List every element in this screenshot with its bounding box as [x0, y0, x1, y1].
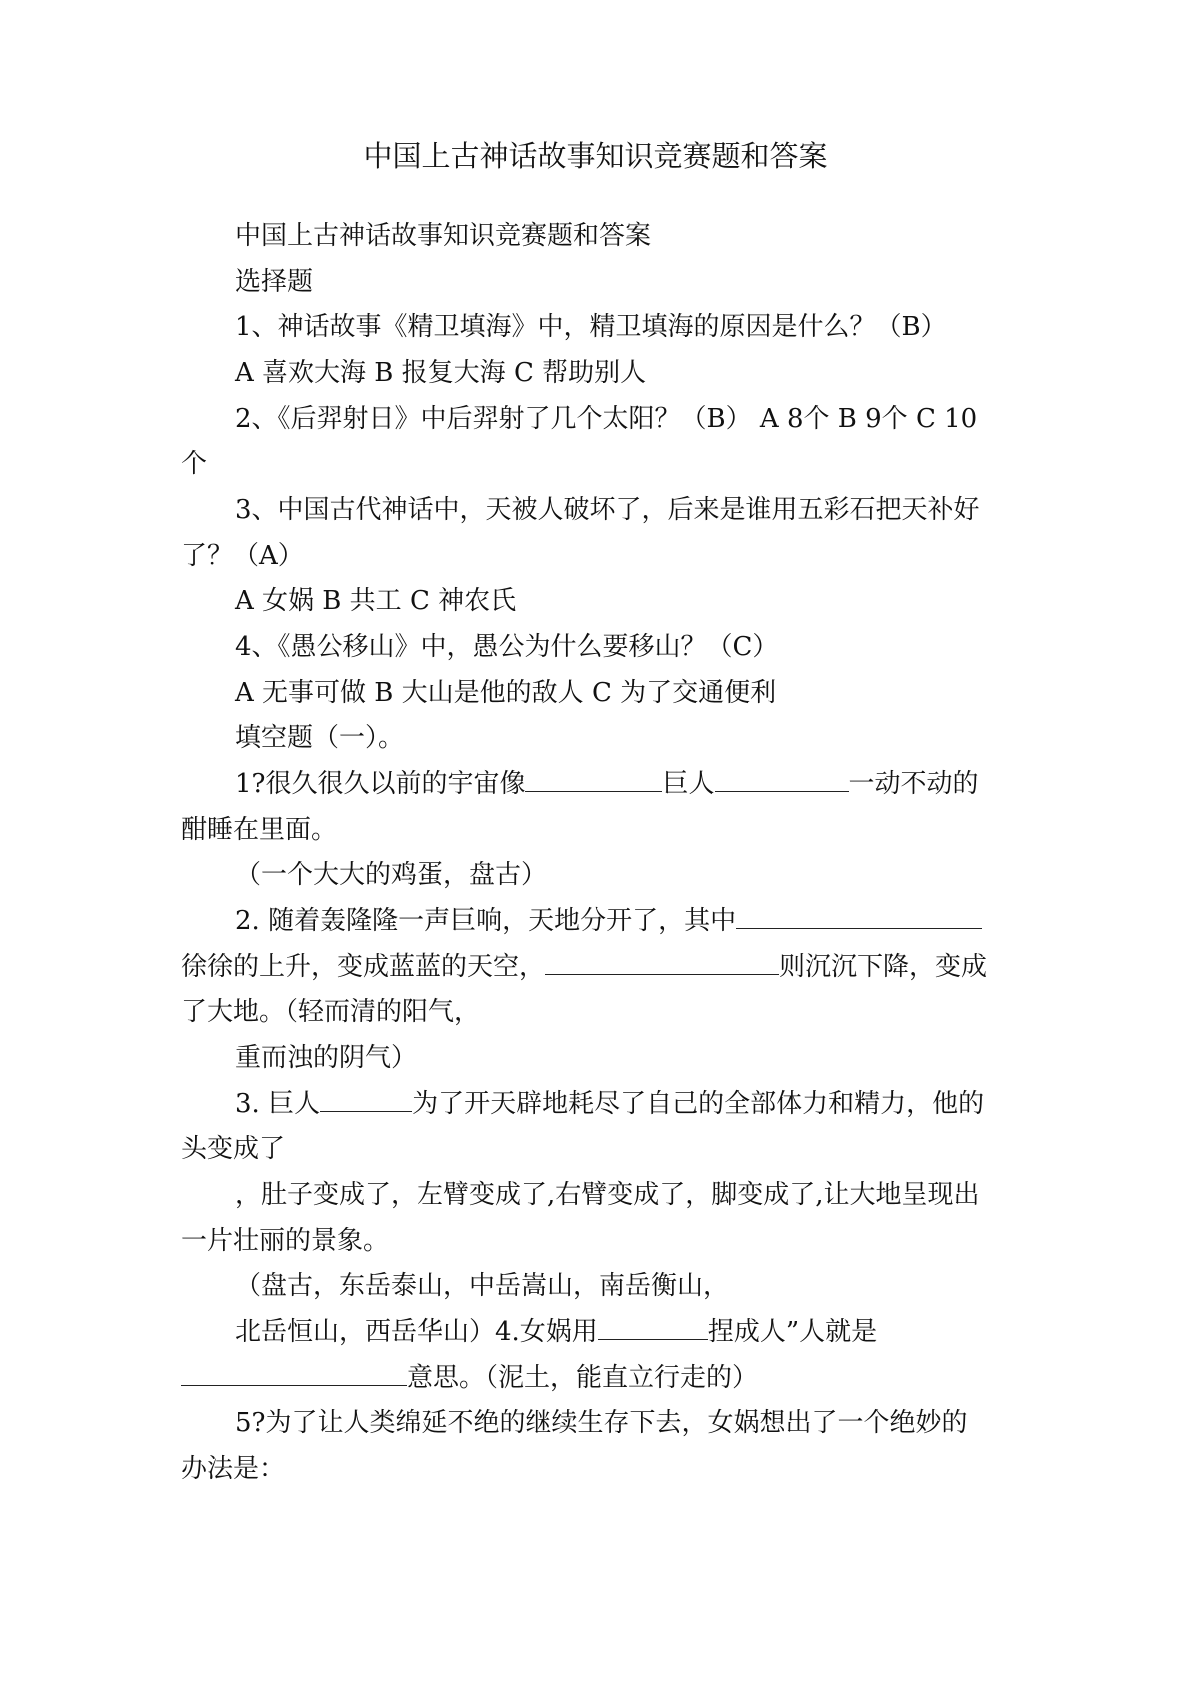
section-fill-heading: 填空题（一）。 — [235, 723, 405, 753]
question-3-line-1: 3、中国古代神话中，天被人破坏了，后来是谁用五彩石把天补好 — [235, 495, 980, 525]
fill-3-answer-1: （盘古，东岳泰山，中岳嵩山，南岳衡山， — [235, 1271, 730, 1301]
fill-2-line-1 — [235, 903, 982, 939]
fill-1-text-c: 一动不动的 — [848, 769, 979, 799]
fill-2-text-a: 2. 随着轰隆隆一声巨响，天地分开了，其中 — [235, 906, 737, 936]
blank-field[interactable] — [181, 1363, 407, 1386]
question-4: 4、《愚公移山》中，愚公为什么要移山？（C） — [235, 632, 779, 662]
blank-field[interactable] — [545, 952, 779, 975]
fill-1-answer: （一个大大的鸡蛋，盘古） — [235, 860, 548, 890]
fill-1-line-2: 酣睡在里面。 — [181, 815, 338, 845]
blank-field[interactable] — [736, 906, 982, 929]
question-1: 1、神话故事《精卫填海》中，精卫填海的原因是什么？（B） — [235, 312, 947, 342]
fill-3-answer-text-b: 捏成人”人就是 — [707, 1317, 878, 1347]
fill-5-line-2: 办法是： — [181, 1454, 286, 1484]
document-title: 中国上古神话故事知识竞赛题和答案 — [363, 139, 828, 173]
question-4-options: A 无事可做 B 大山是他的敌人 C 为了交通便利 — [235, 678, 777, 708]
blank-field[interactable] — [715, 769, 849, 792]
fill-2-line-2 — [181, 949, 987, 985]
fill-3-line-4: 一片壮丽的景象。 — [181, 1226, 390, 1256]
question-2-line-1: 2、《后羿射日》中后羿射了几个太阳？（B） A 8个 B 9个 C 10 — [235, 404, 978, 434]
subtitle: 中国上古神话故事知识竞赛题和答案 — [235, 221, 652, 251]
fill-1-text-b: 巨人 — [662, 769, 715, 799]
fill-3-text-a: 3. 巨人 — [235, 1089, 321, 1119]
fill-3-line-3: ，肚子变成了，左臂变成了,右臂变成了，脚变成了,让大地呈现出 — [235, 1180, 980, 1210]
blank-field[interactable] — [598, 1317, 708, 1340]
question-2-line-2: 个 — [181, 449, 208, 479]
question-1-options: A 喜欢大海 B 报复大海 C 帮助别人 — [235, 358, 647, 388]
fill-1-text-a: 1?很久很久以前的宇宙像 — [235, 769, 526, 799]
fill-3-text-b: 为了开天辟地耗尽了自己的全部体力和精力，他的 — [412, 1089, 985, 1119]
question-3-options: A 女娲 B 共工 C 神农氏 — [235, 586, 517, 616]
blank-field[interactable] — [525, 769, 662, 792]
fill-3-line-2: 头变成了 — [181, 1134, 286, 1164]
section-choice-heading: 选择题 — [235, 267, 314, 297]
fill-2-text-b: 徐徐的上升，变成蓝蓝的天空， — [181, 952, 546, 982]
fill-3-answer-text-a: 北岳恒山，西岳华山）4.女娲用 — [235, 1317, 598, 1347]
fill-2-text-c: 则沉沉下降，变成 — [779, 952, 988, 982]
fill-4-line-2 — [181, 1360, 758, 1396]
blank-field[interactable] — [320, 1089, 412, 1112]
fill-3-answer-2 — [235, 1314, 877, 1350]
fill-1-line-1 — [235, 766, 979, 802]
question-3-line-2: 了？（A） — [181, 541, 304, 571]
fill-2-line-3: 了大地。（轻而清的阳气， — [181, 997, 481, 1027]
fill-5-line-1: 5?为了让人类绵延不绝的继续生存下去，女娲想出了一个绝妙的 — [235, 1408, 968, 1438]
fill-2-line-4: 重而浊的阴气） — [235, 1043, 418, 1073]
fill-4-text: 意思。（泥土，能直立行走的） — [407, 1363, 759, 1393]
fill-3-line-1 — [235, 1086, 984, 1122]
